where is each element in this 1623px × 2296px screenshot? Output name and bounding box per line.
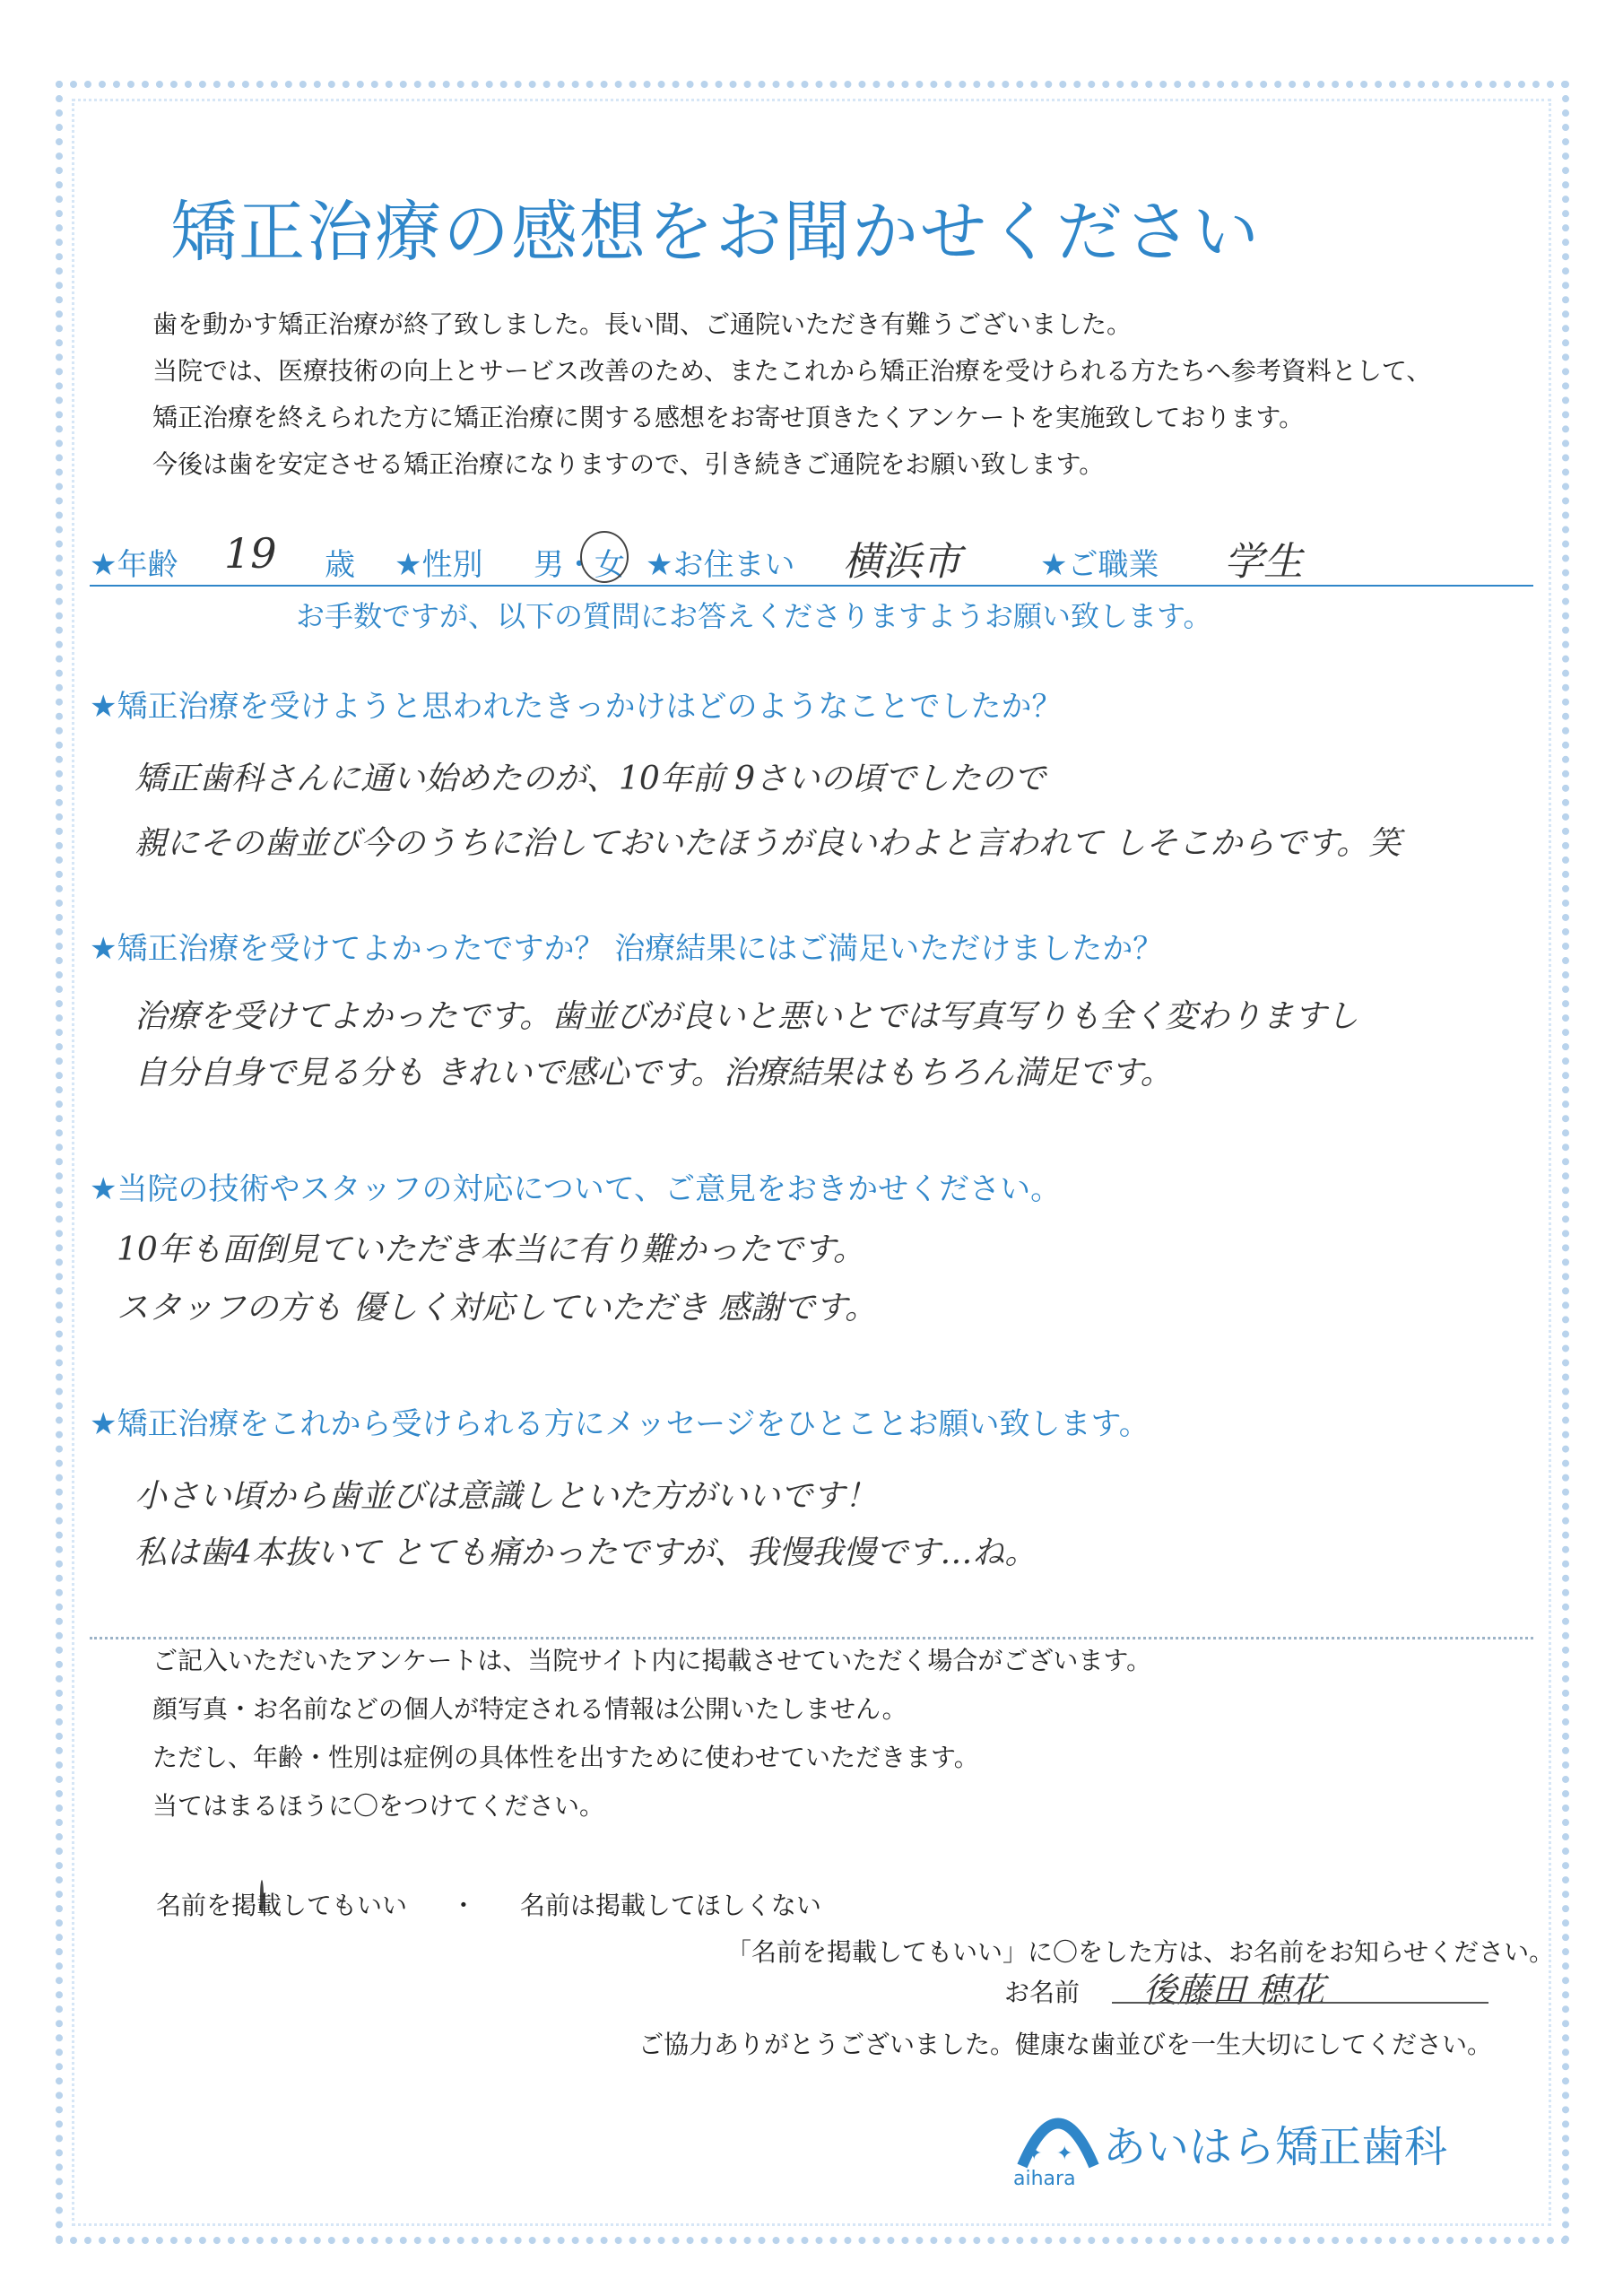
age-unit: 歳 — [325, 547, 355, 583]
consent-no-option[interactable]: 名前は掲載してほしくない — [519, 1891, 821, 1920]
answer-1-line-2: 親にその歯並び今のうちに治しておいたほうが良いわよと言われて しそこからです。笑 — [135, 825, 1402, 862]
answer-2-line-2: 自分自身で見る分も きれいで感心です。治療結果はもちろん満足です。 — [135, 1055, 1173, 1091]
intro-line: 今後は歯を安定させる矯正治療になりますので、引き続きご通院をお願い致します。 — [152, 449, 1105, 479]
job-label: ★ご職業 — [1040, 547, 1159, 583]
svg-text:✦: ✦ — [1056, 2143, 1073, 2165]
answer-3-line-2: スタッフの方も 優しく対応していただき 感謝です。 — [117, 1290, 878, 1326]
intro-line: 当院では、医療技術の向上とサービス改善のため、またこれから矯正治療を受けられる方たちへ参考資料として、 — [152, 356, 1432, 386]
page-title: 矯正治療の感想をお聞かせください — [170, 194, 1261, 271]
section-divider — [90, 1637, 1533, 1639]
note-line: 顔写真・お名前などの個人が特定される情報は公開いたしません。 — [152, 1694, 907, 1724]
intro-line: 矯正治療を終えられた方に矯正治療に関する感想をお寄せ頂きたくアンケートを実施致しております。 — [152, 403, 1305, 432]
thanks-message: ご協力ありがとうございました。健康な歯並びを一生大切にしてください。 — [638, 2030, 1493, 2059]
name-value: 後藤田 穂花 — [1143, 1970, 1325, 2010]
clinic-logo — [1013, 2085, 1497, 2211]
clinic-name: あいはら矯正歯科 — [1103, 2122, 1448, 2172]
residence-label: ★お住まい — [646, 547, 795, 583]
clinic-roman: aihara — [1013, 2168, 1076, 2190]
age-label: ★年齢 — [90, 547, 178, 583]
consent-options — [152, 1886, 821, 1922]
question-2: ★矯正治療を受けてよかったですか？ 治療結果にはご満足いただけましたか？ — [90, 931, 1164, 967]
consent-yes-option[interactable]: 名前を掲載してもいい — [152, 1891, 415, 1920]
answer-3-line-1: 10年も面倒見ていただき本当に有り難かったです。 — [117, 1231, 865, 1268]
name-label: お名前 — [1004, 1978, 1081, 2007]
question-3: ★当院の技術やスタッフの対応について、ご意見をおきかせください。 — [90, 1171, 1062, 1207]
residence-value: 横浜市 — [843, 539, 961, 585]
answer-1-line-1: 矯正歯科さんに通い始めたのが、10年前 9さいの頃でしたので — [135, 761, 1046, 797]
profile-row — [90, 529, 1533, 587]
answer-4-line-1: 小さい頃から歯並びは意識しといた方がいいです！ — [135, 1478, 878, 1515]
answer-4-line-2: 私は歯4本抜いて とても痛かったですが、我慢我慢です…ね。 — [135, 1535, 1037, 1571]
name-underline — [1112, 2002, 1488, 2004]
note-line: ご記入いただいたアンケートは、当院サイト内に掲載させていただく場合がございます。 — [152, 1646, 1152, 1675]
gender-options: 男・女 — [534, 547, 625, 583]
name-request: 「名前を掲載してもいい」に〇をした方は、お名前をお知らせください。 — [726, 1937, 1555, 1967]
question-1: ★矯正治療を受けようと思われたきっかけはどのようなことでしたか？ — [90, 689, 1063, 725]
consent-separator: ・ — [450, 1891, 476, 1920]
age-value: 19 — [224, 529, 277, 578]
instruction-text: お手数ですが、以下の質問にお答えくださりますようお願い致します。 — [296, 599, 1212, 633]
gender-label: ★性別 — [395, 547, 483, 583]
note-line: 当てはまるほうに〇をつけてください。 — [152, 1791, 605, 1821]
arch-icon — [1013, 2090, 1103, 2170]
intro-line: 歯を動かす矯正治療が終了致しました。長い間、ご通院いただき有難うございました。 — [152, 309, 1133, 339]
note-line: ただし、年齢・性別は症例の具体性を出すために使わせていただきます。 — [152, 1743, 979, 1772]
job-value: 学生 — [1224, 539, 1303, 585]
svg-text:✦: ✦ — [1026, 2143, 1043, 2165]
gender-circle-mark — [580, 531, 629, 583]
question-4: ★矯正治療をこれから受けられる方にメッセージをひとことお願い致します。 — [90, 1406, 1150, 1442]
answer-2-line-1: 治療を受けてよかったです。歯並びが良いと悪いとでは写真写りも全く変わりますし — [135, 998, 1359, 1035]
